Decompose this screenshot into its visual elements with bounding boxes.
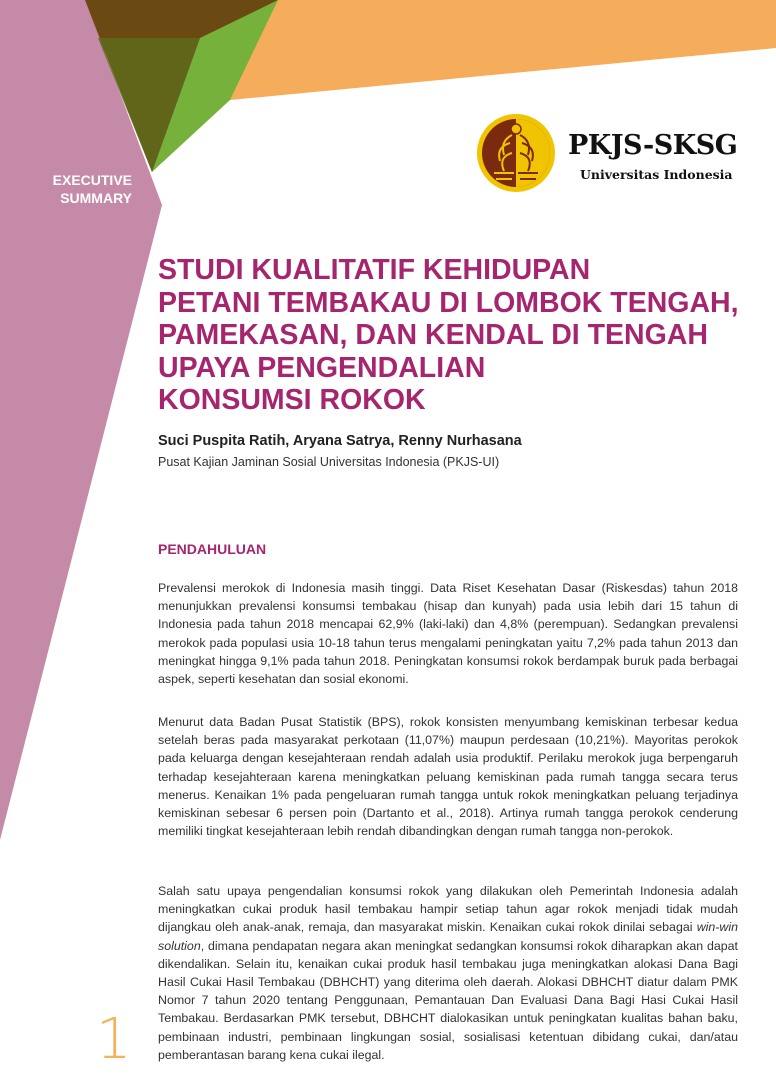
title-line-4: UPAYA PENGENDALIAN bbox=[158, 351, 486, 384]
title-line-5: KONSUMSI ROKOK bbox=[158, 384, 426, 416]
paragraph-2: Menurut data Badan Pusat Statistik (BPS), rokok konsisten menyumbang kemiskinan terbesar kedua setelah beras pada masyarakat perkotaan (11,07%) maupun perdesaan (10,21%). Mayoritas perokok pada keluarga dengan kesejahteraan rendah adalah usia produktif. Perilaku merokok juga berpengaruh terhadap kesejahteraan karena meningkatkan peluang kemiskinan pada rumah tangga secara terus menerus. Kenaikan 1% pada pengeluaran rumah tangga untuk rokok meningkatkan peluang terjadinya kemiskinan sebesar 6 persen poin (Dartanto et al., 2018). Artinya rumah tangga perokok cenderung memiliki tingkat kesejahteraan lebih rendah dibandingkan dengan rumah tangga non-perokok. bbox=[158, 715, 738, 839]
page-number: 1 bbox=[96, 1007, 132, 1072]
brand-name: PKJS-SKSG bbox=[568, 130, 738, 161]
title-line-1: STUDI KUALITATIF KEHIDUPAN bbox=[158, 254, 591, 286]
affiliation: Pusat Kajian Jaminan Sosial Universitas Indonesia (PKJS-UI) bbox=[158, 455, 500, 469]
title-line-3: PAMEKASAN, DAN KENDAL DI TENGAH bbox=[158, 319, 708, 351]
paragraph-3-italic: win-win solution bbox=[158, 920, 738, 953]
authors: Suci Puspita Ratih, Aryana Satrya, Renny Nurhasana bbox=[158, 433, 522, 449]
brand-university: Universitas Indonesia bbox=[580, 167, 733, 182]
title-line-2: PETANI TEMBAKAU DI LOMBOK TENGAH, bbox=[158, 286, 739, 319]
paragraph-3-part-1: Salah satu upaya pengendalian konsumsi rokok yang dilakukan oleh Pemerintah Indonesia adalah meningkatkan cukai produk hasil tembakau hampir setiap tahun agar rokok menjadi tidak mudah dijangkau oleh anak-anak, remaja, dan masyarakat miskin. Kenaikan cukai rokok dinilai sebagai bbox=[158, 884, 738, 935]
paragraph-3-part-2: , dimana pendapatan negara akan meningkat sedangkan konsumsi rokok diharapkan akan dapat dikendalikan. Selain itu, kenaikan cukai produk hasil tembakau juga meningkatkan alokasi Dana Bagi Hasil Cukai Hasil Tembakau (DBHCHT) yang diterima oleh daerah. Alokasi DBHCHT diatur dalam PMK Nomor 7 tahun 2020 tentang Penggunaan, Pemantauan Dan Evaluasi Dana Bagi Hasi Cukai Hasil Tembakau. Berdasarkan PMK tersebut, DBHCHT dialokasikan untuk peningkatan kualitas bahan baku, pembinaan industri, pembinaan lingkungan sosial, sosialisasi ketentuan dibidang cukai, dan/atau pemberantasan barang kena cukai ilegal. bbox=[158, 938, 738, 1062]
executive-label: EXECUTIVE bbox=[52, 172, 132, 188]
paragraph-3 bbox=[158, 882, 738, 1064]
document-title bbox=[158, 254, 773, 417]
summary-label: SUMMARY bbox=[60, 190, 132, 206]
section-heading: PENDAHULUAN bbox=[158, 541, 267, 557]
ui-makara-logo-icon bbox=[476, 113, 556, 193]
paragraph-1: Prevalensi merokok di Indonesia masih tinggi. Data Riset Kesehatan Dasar (Riskesdas) tahun 2018 menunjukkan prevalensi konsumsi tembakau (hisap dan kunyah) pada usia lebih dari 15 tahun di Indonesia pada tahun 2018 mencapai 62,9% (laki-laki) dan 4,8% (perempuan). Sedangkan prevalensi merokok pada populasi usia 10-18 tahun terus mengalami peningkatan yaitu 7,2% pada tahun 2013 dan meningkat hingga 9,1% pada tahun 2018. Peningkatan konsumsi rokok berdampak buruk pada berbagai aspek, seperti kesehatan dan sosial ekonomi. bbox=[158, 581, 738, 687]
executive-summary-label bbox=[30, 171, 132, 207]
